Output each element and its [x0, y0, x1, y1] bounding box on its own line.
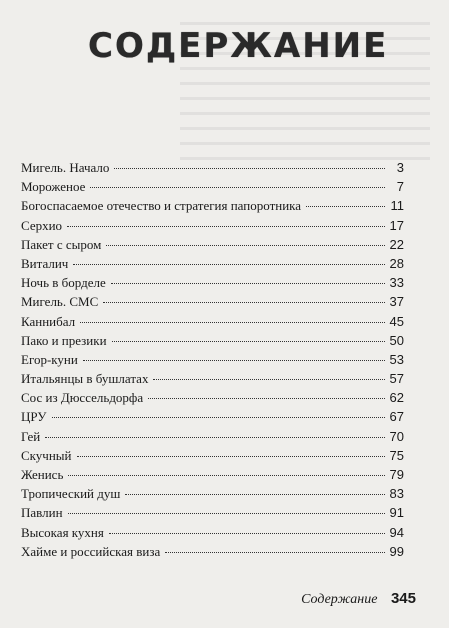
toc-entry-page: 28: [389, 255, 404, 271]
toc-entry-title: Гей: [21, 428, 41, 444]
running-footer: [301, 590, 416, 608]
toc-entry-page: 62: [389, 390, 404, 406]
dot-leader: [103, 302, 384, 303]
toc-entry: [21, 369, 404, 388]
toc-entry-page: 83: [389, 486, 404, 502]
toc-entry-page: 94: [389, 524, 404, 540]
toc-entry-page: 70: [389, 428, 404, 444]
toc-entry-title: Пакет с сыром: [21, 236, 102, 252]
toc-entry-title: Ночь в борделе: [21, 275, 106, 291]
toc-entry: [21, 216, 404, 235]
toc-entry: [21, 235, 404, 254]
toc-entry-page: 17: [389, 217, 404, 233]
dot-leader: [52, 417, 385, 418]
toc-entry-title: Мигель. Начало: [21, 160, 110, 175]
dot-leader: [80, 322, 384, 323]
toc-entry-title: Высокая кухня: [21, 524, 104, 540]
toc-entry: [21, 407, 404, 426]
toc-entry-page: 7: [396, 179, 404, 195]
toc-entry-page: 99: [389, 543, 404, 559]
toc-entry-title: Мигель. СМС: [21, 294, 99, 310]
dot-leader: [67, 226, 384, 227]
dot-leader: [306, 206, 385, 207]
toc-entry-page: 22: [389, 236, 404, 252]
dot-leader: [125, 494, 384, 495]
toc-entry-page: 57: [389, 371, 404, 387]
toc-entry: [21, 523, 404, 542]
dot-leader: [112, 341, 385, 342]
toc-entry-title: Каннибал: [21, 313, 76, 329]
toc-entry: [21, 503, 404, 522]
dot-leader: [90, 187, 385, 188]
toc-entry-title: Серхио: [21, 217, 63, 233]
toc-entry-page: 3: [396, 160, 404, 175]
toc-entry-title: Пако и презики: [21, 332, 107, 348]
footer-section-label: Содержание: [301, 592, 378, 607]
dot-leader: [111, 283, 385, 284]
toc-entry: [21, 254, 404, 273]
dot-leader: [153, 379, 384, 380]
toc-entry-page: 75: [389, 447, 404, 463]
dot-leader: [114, 168, 385, 169]
toc-entry: [21, 196, 404, 215]
page-title: СОДЕРЖАНИЕ: [88, 26, 389, 66]
toc-entry-title: Итальянцы в бушлатах: [21, 371, 149, 387]
toc-entry-page: 53: [389, 351, 404, 367]
toc-entry: [21, 484, 404, 503]
dot-leader: [165, 552, 384, 553]
dot-leader: [77, 456, 385, 457]
dot-leader: [83, 360, 385, 361]
dot-leader: [68, 475, 384, 476]
toc-entry-page: 67: [389, 409, 404, 425]
dot-leader: [106, 245, 384, 246]
toc-entry-title: Богоспасаемое отечество и стратегия папоротника: [21, 198, 302, 214]
toc-entry: [21, 542, 404, 561]
toc-entry: [21, 312, 404, 331]
toc-entry: [21, 388, 404, 407]
toc-entry: [21, 331, 404, 350]
toc-entry-title: Скучный: [21, 447, 72, 463]
page-number: 345: [390, 590, 416, 607]
toc-entry-title: Тропический душ: [21, 486, 121, 502]
toc-entry-page: 33: [389, 275, 404, 291]
toc-entry-page: 91: [389, 505, 404, 521]
toc-entry-title: Женись: [21, 467, 64, 482]
dot-leader: [45, 437, 384, 438]
toc-entry-title: Виталич: [21, 255, 69, 271]
toc-entry-page: 45: [389, 313, 404, 329]
toc-entry-title: Хайме и российская виза: [21, 543, 161, 559]
toc-entry: [21, 465, 404, 484]
dot-leader: [109, 533, 385, 534]
toc-entry-page: 50: [389, 332, 404, 348]
toc-entry: [21, 446, 404, 465]
dot-leader: [68, 513, 385, 514]
toc-entry-page: 37: [389, 294, 404, 310]
toc-entry-title: Павлин: [21, 505, 63, 521]
toc-entry-title: Егор-куни: [21, 351, 78, 367]
toc-entry: [21, 158, 404, 177]
toc-entry: [21, 427, 404, 446]
toc-entry: [21, 177, 404, 196]
toc-entry-title: ЦРУ: [21, 409, 47, 425]
table-of-contents: [21, 158, 404, 561]
toc-entry-page: 79: [389, 467, 404, 482]
toc-entry: [21, 273, 404, 292]
toc-entry-title: Сос из Дюссельдорфа: [21, 390, 144, 406]
dot-leader: [73, 264, 384, 265]
toc-entry: [21, 292, 404, 311]
toc-entry-title: Мороженое: [21, 179, 86, 195]
toc-entry: [21, 350, 404, 369]
dot-leader: [148, 398, 384, 399]
toc-entry-page: 11: [390, 198, 404, 214]
